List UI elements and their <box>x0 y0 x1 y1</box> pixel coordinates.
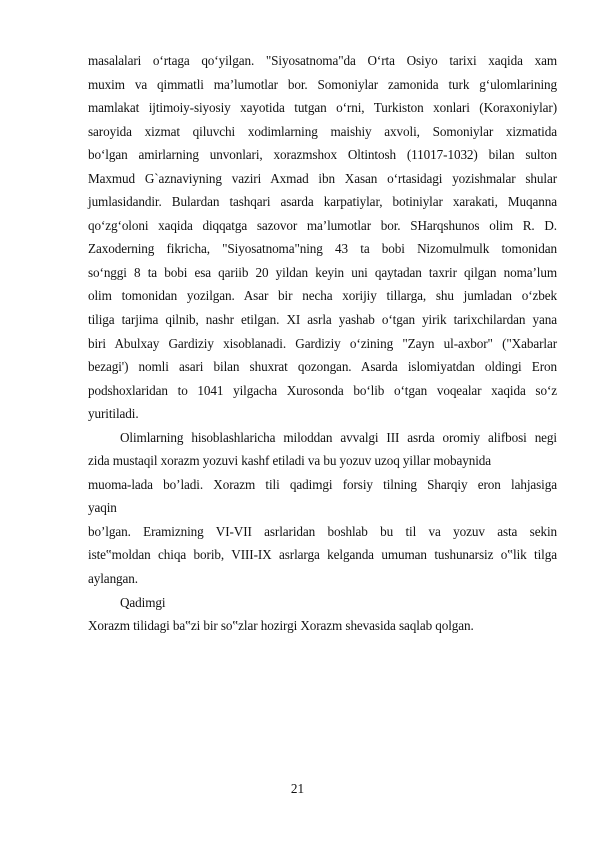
text-line: muxim va qimmatli ma’lumotlar bor. Somoniylar zamonida turk g‘ulomlarining <box>88 76 557 92</box>
text-line: Xorazm tilidagi ba‟zi bir so‟zlar hozirgi Xorazm shevasida saqlab qolgan. <box>88 618 474 634</box>
page-number: 21 <box>290 781 305 796</box>
text-line: Qadimgi <box>120 594 166 610</box>
text-line: bezagi') nomli asari bilan shuxrat qozongan. Asarda islomiyatdan oldingi Eron <box>88 359 557 375</box>
text-line: Olimlarning hisoblashlaricha miloddan avvalgi III asrda oromiy alifbosi negi <box>120 429 557 445</box>
paragraph-siyosatnoma <box>88 49 557 426</box>
text-line: muoma-lada bo’ladi. Xorazm tili qadimgi forsiy tilning Sharqiy eron lahjasiga <box>88 476 557 492</box>
text-line: bo’lgan. Eramizning VI-VII asrlaridan boshlab bu til va yozuv asta sekin <box>88 523 557 539</box>
text-line: zida mustaqil xorazm yozuvi kashf etiladi va bu yozuv uzoq yillar mobaynida <box>88 453 492 469</box>
text-line: bo‘lgan amirlarning unvonlari, xorazmshox Oltintosh (11017-1032) bilan sulton <box>88 147 557 163</box>
text-line: aylangan. <box>88 571 138 587</box>
text-line: Zaxoderning fikricha, "Siyosatnoma"ning 43 ta bobi Nizomulmulk tomonidan <box>88 241 557 257</box>
text-line: mamlakat ijtimoiy-siyosiy xayotida tutgan o‘rni, Turkiston xonlari (Koraxoniylar) <box>88 100 557 116</box>
text-line: jumlasidandir. Bulardan tashqari asarda karpatiylar, botiniylar xarakati, Muqanna <box>88 194 557 210</box>
text-line: Maxmud G`aznaviyning vaziri Axmad ibn Xasan o‘rtasidagi yozishmalar shular <box>88 170 557 186</box>
text-line: olim tomonidan yozilgan. Asar bir necha xorijiy tillarga, shu jumladan o‘zbek <box>88 288 557 304</box>
text-line: biri Abulxay Gardiziy xisoblanadi. Gardiziy o‘zining "Zayn ul-axbor" ("Xabarlar <box>88 335 557 351</box>
paragraph-xorazm-yozuvi <box>88 426 557 638</box>
text-line: iste‟moldan chiqa borib, VIII-IX asrlarga kelganda umuman tushunarsiz o‟lik tilga <box>88 547 557 563</box>
text-line: podshoxlaridan to 1041 yilgacha Xurosonda bo‘lib o‘tgan voqealar xaqida so‘z <box>88 382 557 398</box>
text-line: saroyida xizmat qiluvchi xodimlarning maishiy axvoli, Somoniylar xizmatida <box>88 123 557 139</box>
text-line: qo‘zg‘oloni xaqida diqqatga sazovor ma’lumotlar bor. SHarqshunos olim R. D. <box>88 217 557 233</box>
text-line: yuritiladi. <box>88 406 139 422</box>
text-line: masalalari o‘rtaga qo‘yilgan. "Siyosatnoma"da O‘rta Osiyo tarixi xaqida xam <box>88 53 557 68</box>
text-line: yaqin <box>88 500 117 516</box>
text-line: tiliga tarjima qilnib, nashr etilgan. XI asrla yashab o‘tgan yirik tarixchilardan yana <box>88 312 557 328</box>
text-line: so‘nggi 8 ta bobi esa qariib 20 yildan keyin uni qaytadan taxrir qilgan noma’lum <box>88 264 557 280</box>
document-body <box>88 49 557 638</box>
